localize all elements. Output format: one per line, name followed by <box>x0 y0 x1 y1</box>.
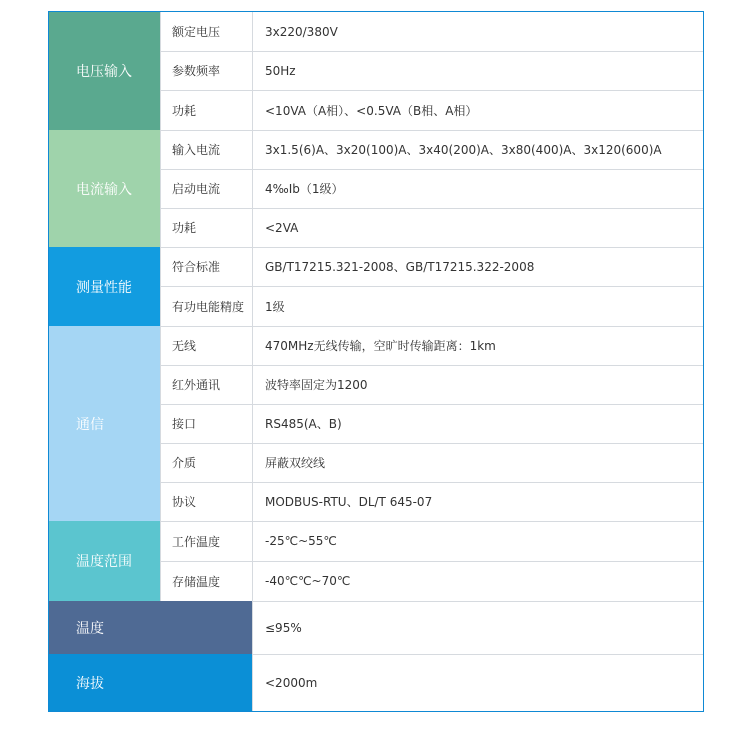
row-value: -25℃~55℃ <box>265 534 337 548</box>
row-value: 3x1.5(6)A、3x20(100)A、3x40(200)A、3x80(400)A、3x120(600)A <box>265 143 662 157</box>
row-label: 功耗 <box>172 103 197 118</box>
row-label: 无线 <box>172 339 197 353</box>
group-measurement <box>49 247 160 326</box>
group-label: 电压输入 <box>76 64 132 80</box>
row-value: 1级 <box>265 299 285 314</box>
row-label: 有功电能精度 <box>172 299 245 314</box>
row-label: 输入电流 <box>172 143 221 157</box>
row-value: ≤95% <box>265 620 302 635</box>
group-label: 电流输入 <box>76 181 132 198</box>
row-label: 符合标准 <box>172 260 221 274</box>
row-value: MODBUS-RTU、DL/T 645-07 <box>265 495 433 509</box>
row-humidity <box>49 601 252 654</box>
row-value: GB/T17215.321-2008、GB/T17215.322-2008 <box>265 260 535 274</box>
group-temperature-range <box>49 521 160 601</box>
group-label: 温度范围 <box>76 554 132 570</box>
row-label: 启动电流 <box>172 182 221 196</box>
group-voltage-input <box>49 12 160 130</box>
row-value: <2VA <box>265 220 299 235</box>
row-label: 存储温度 <box>172 574 221 589</box>
column-divider <box>252 12 253 711</box>
row-label: 介质 <box>172 456 197 470</box>
row-label: 额定电压 <box>172 25 221 39</box>
group-communication <box>49 326 160 521</box>
row-value: 3x220/380V <box>265 24 338 39</box>
row-label: 接口 <box>172 417 197 431</box>
row-value: <2000m <box>265 675 318 690</box>
row-name: 温度 <box>76 620 104 637</box>
row-name: 海拔 <box>76 675 104 692</box>
row-value: 4‰Ib（1级） <box>265 182 344 196</box>
row-label: 功耗 <box>172 221 197 235</box>
row-value: 波特率固定为1200 <box>265 378 368 392</box>
row-value: <10VA（A相）、<0.5VA（B相、A相） <box>265 103 478 118</box>
row-value: 50Hz <box>265 63 296 78</box>
row-altitude <box>49 654 252 711</box>
row-value: RS485(A、B) <box>265 417 342 431</box>
row-value: 470MHz无线传输，空旷时传输距离：1km <box>265 339 496 353</box>
group-label: 测量性能 <box>76 279 132 296</box>
row-label: 参数频率 <box>172 64 221 78</box>
row-label: 工作温度 <box>172 534 221 549</box>
row-value: -40℃℃~70℃ <box>265 574 351 588</box>
row-value: 屏蔽双绞线 <box>265 456 326 470</box>
column-divider <box>160 12 161 601</box>
spec-table <box>48 11 704 712</box>
row-label: 协议 <box>172 495 197 509</box>
row-label: 红外通讯 <box>172 378 221 392</box>
group-label: 通信 <box>76 416 104 433</box>
group-current-input <box>49 130 160 247</box>
